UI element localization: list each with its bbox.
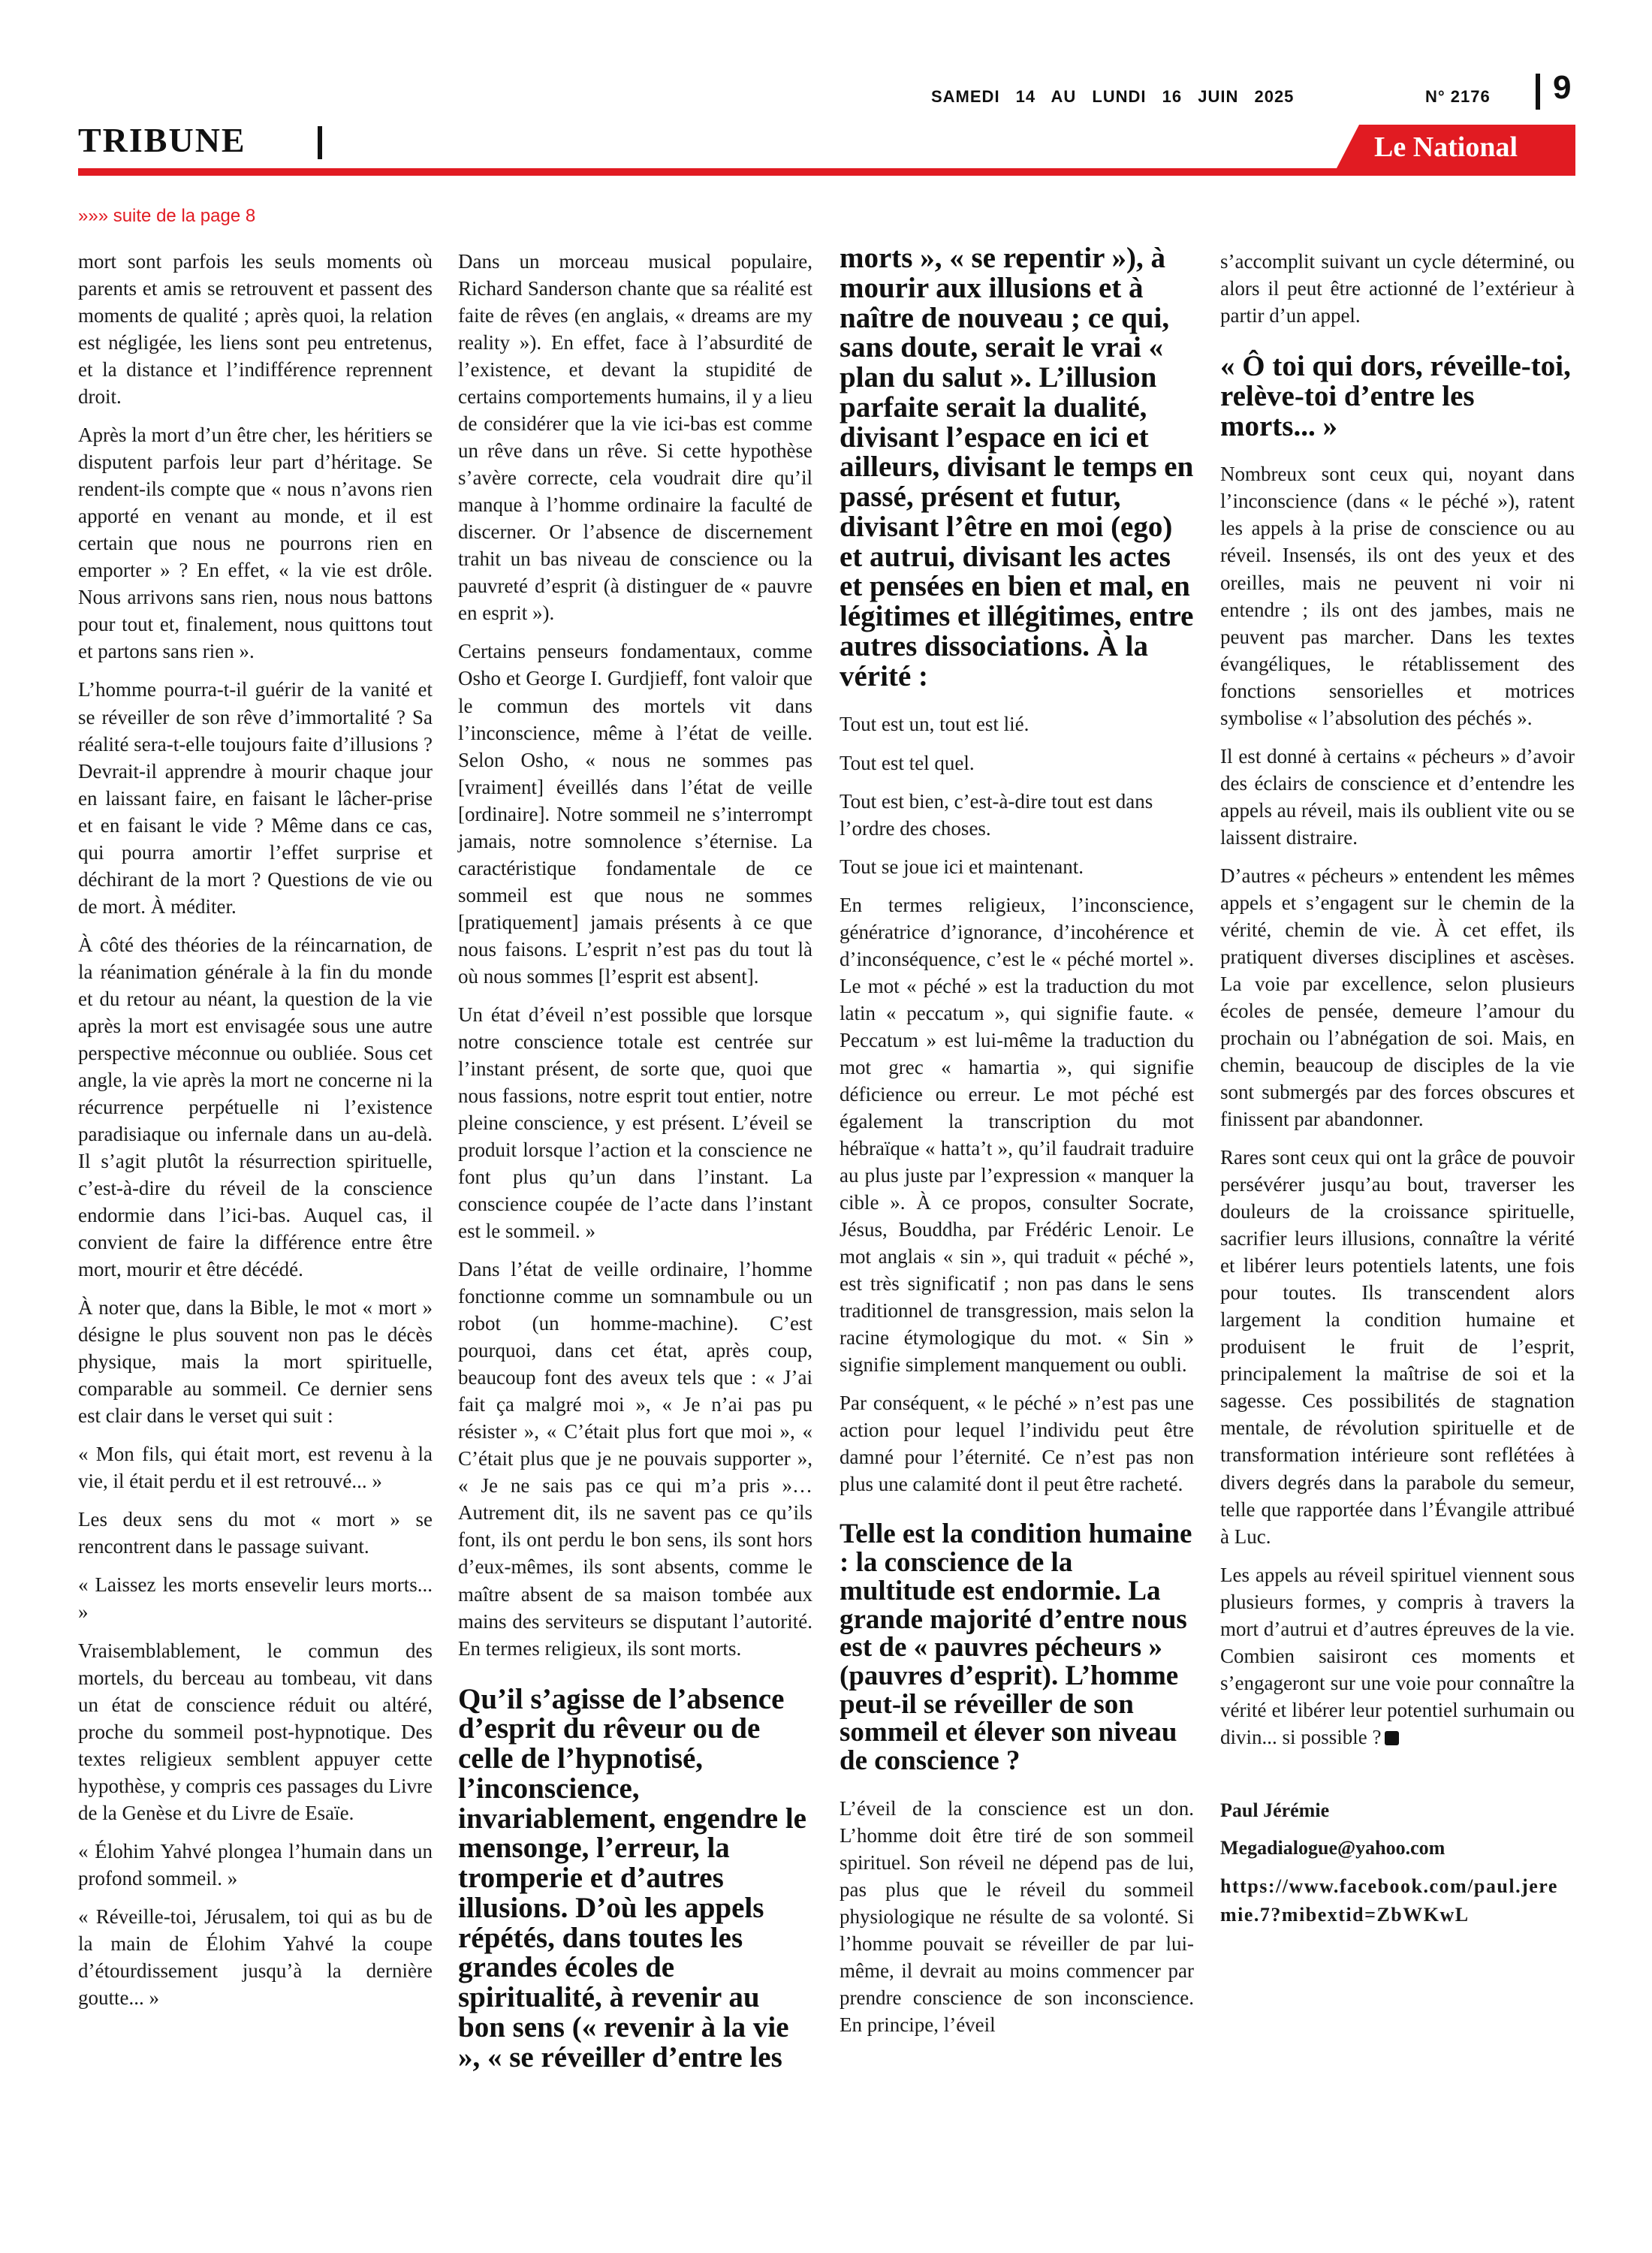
section-title: TRIBUNE [78, 121, 246, 159]
article-column-4 [1220, 248, 1575, 1941]
paragraph: Rares sont ceux qui ont la grâce de pouvoir persévérer jusqu’au bout, traverser les douleurs de la croissance spirituelle, sacrifier leurs illusions, connaître la vérité et libérer leurs potentiels latents, une fois pour toutes. Ils transcendent alors largement la condition humaine et produisent le fruit de l’esprit, principalement la maîtrise de soi et la sagesse. Ces possibilités de stagnation mentale, de révolution spirituelle et de transformation intérieure sont reflétées à divers degrés dans la parabole du semeur, telle que rapportée dans l’Évangile attribué à Luc. [1220, 1146, 1575, 1548]
header-divider [1536, 74, 1540, 110]
continued-from-label: »»» suite de la page 8 [78, 206, 256, 226]
paragraph [1220, 1561, 1575, 1751]
paragraph: D’autres « pécheurs » entendent les mêmes appels et s’engagent sur le chemin de la vérité, chemin de vie. À cet effet, ils pratiquent diverses disciplines et ascèses. La voie par excellence, selon plusieurs écoles de pensée, demeure l’amour du prochain ou l’abnégation de soi. Mais, en chemin, beaucoup de disciples de la vie sont submergés par des forces obscures et finissent par abandonner. [1220, 864, 1575, 1131]
paragraph: Nombreux sont ceux qui, noyant dans l’inconscience (dans « le péché »), ratent les appels à la prise de conscience ou au réveil. Insensés, ils ont des yeux et des oreilles, mais ne peuvent ni voir ni entendre ; ils ont des jambes, mais ne peuvent pas marcher. Dans les textes évangéliques, le rétablissement des fonctions sensorielles et motrices symbolise « l’absolution des péchés ». [1220, 463, 1575, 729]
paragraph: Tout est un, tout est lié. [840, 713, 1029, 736]
paragraph: Tout est bien, c’est-à-dire tout est dans l’ordre des choses. [840, 789, 1153, 840]
paragraph: Un état d’éveil n’est possible que lorsque notre conscience totale est centrée sur l’instant présent, de sorte que, quoi que nous fassions, notre esprit tout entier, notre pleine conscience, y est présent. L’éveil se produit lorsque l’action et la conscience ne font plus qu’un dans l’instant. La conscience coupée de l’acte dans l’instant est le sommeil. » [458, 1003, 812, 1243]
paragraph: L’éveil de la conscience est un don. L’homme doit être tiré de son sommeil spirituel. Son réveil ne dépend pas de lui, pas plus que le réveil du sommeil physiologique ne résulte de sa volonté. Si l’homme pouvait se réveiller de par lui-même, il devrait au moins commencer par prendre conscience de son inconscience. En principe, l’éveil [840, 1796, 1194, 2037]
paragraph: Certains penseurs fondamentaux, comme Osho et George I. Gurdjieff, font valoir que le commun des mortels vit dans l’inconscience, même à l’état de veille. Selon Osho, « nous ne sommes pas [vraiment] éveillés dans l’état de veille [ordinaire]. Notre sommeil ne s’interrompt jamais, notre somnolence s’éternise. La caractéristique fondamentale de ce sommeil est que nous ne sommes [pratiquement] jamais présents à ce que nous faisons. L’esprit n’est pas du tout là où nous sommes [l’esprit est absent]. [458, 640, 812, 988]
article-column-1 [78, 248, 433, 2022]
pull-quote: Telle est la condition humaine : la conscience de la multitude est endormie. La grande majorité d’entre nous est de « pauvres pécheurs » (pauvres d’esprit). L’homme peut-il se réveiller de son sommeil et élever son niveau de conscience ? [840, 1519, 1192, 1777]
header-rule [78, 168, 1575, 176]
quote: « Élohim Yahvé plongea l’humain dans un profond sommeil. » [78, 1839, 433, 1890]
quote: « Réveille-toi, Jérusalem, toi qui as bu de la main de Élohim Yahvé la coupe d’étourdissement jusqu’à la dernière goutte... » [78, 1905, 433, 2009]
paragraph: Dans l’état de veille ordinaire, l’homme fonctionne comme un somnambule ou un robot (un homme-machine). C’est pourquoi, dans cet état, après coup, beaucoup font des aveux tels que : « J’ai fait ça malgré moi », « Je n’ai pas pu résister », « C’était plus fort que moi », « C’était plus que je ne pouvais supporter », « Je ne sais pas ce qui m’a pris »… Autrement dit, ils ne savent pas ce qu’ils font, ils ont perdu le bon sens, ils sont hors d’eux-mêmes, ils sont absents, comme le maître absent de sa maison tombée aux mains des serviteurs se disputant l’autorité. En termes religieux, ils sont morts. [458, 1258, 812, 1660]
pull-quote: Qu’il s’agisse de l’absence d’esprit du rêveur ou de celle de l’hypnotisé, l’inconscience, invariablement, engendre le mensonge, l’erreur, la tromperie et d’autres illusions. D’où les appels répétés, dans toutes les grandes écoles de spiritualité, à revenir au bon sens (« revenir à la vie », « se réveiller d’entre les [458, 1682, 806, 2074]
article-column-3 [840, 242, 1194, 2049]
pull-quote: morts », « se repentir »), à mourir aux illusions et à naître de nouveau ; ce qui, sans doute, serait le vrai « plan du salut ». L’illusion parfaite serait la dualité, divisant l’espace en ici et ailleurs, divisant le temps en passé, présent et futur, divisant l’être en moi (ego) et autrui, divisant les actes et pensées en bien et mal, en légitimes et illégitimes, entre autres dissociations. À la vérité : [840, 242, 1194, 692]
paragraph: mort sont parfois les seuls moments où parents et amis se retrouvent et passent des moments de qualité ; après quoi, la relation est négligée, les liens sont peu entretenus, et la distance et l’indifférence reprennent droit. [78, 250, 433, 409]
page-number: 9 [1553, 69, 1572, 106]
paragraph: L’homme pourra-t-il guérir de la vanité et se réveiller de son rêve d’immortalité ? Sa réalité sera-t-elle toujours faite d’illusions ? Devrait-il apprendre à mourir chaque jour en laissant faire, en faisant le lâcher-prise et en faisant le vide ? Même dans ce cas, qui pourra amortir l’effet surprise et déchirant de la mort ? Questions de vie ou de mort. À méditer. [78, 678, 433, 918]
paragraph: À côté des théories de la réincarnation, de la réanimation générale à la fin du monde et du retour au néant, la question de la vie après la mort est envisagée sous une autre perspective méconnue ou oubliée. Sous cet angle, la vie après la mort ne concerne ni la récurrence perpétuelle ni l’existence paradisiaque ou infernale dans un au-delà. Il s’agit plutôt la résurrection spirituelle, c’est-à-dire du réveil de la conscience endormie dans l’ici-bas. Auquel cas, il convient de faire la différence entre être mort, mourir et être décédé. [78, 933, 433, 1281]
issue-date: SAMEDI 14 AU LUNDI 16 JUIN 2025 [931, 87, 1295, 106]
quote: « Laissez les morts ensevelir leurs morts... » [78, 1573, 433, 1624]
issue-number: N° 2176 [1425, 87, 1491, 106]
paragraph: Il est donné à certains « pécheurs » d’avoir des éclairs de conscience et d’entendre les appels au réveil, mais ils oublient vite ou se laissent distraire. [1220, 744, 1575, 849]
section-divider [318, 126, 322, 159]
paragraph: Tout se joue ici et maintenant. [840, 855, 1084, 878]
paragraph: s’accomplit suivant un cycle déterminé, ou alors il peut être actionné de l’extérieur à partir d’un appel. [1220, 250, 1575, 327]
article-column-2 [458, 248, 812, 2092]
end-of-article-icon [1385, 1731, 1399, 1745]
pull-quote: « Ô toi qui dors, réveille-toi, relève-toi d’entre les morts... » [1220, 350, 1571, 442]
paragraph: Les deux sens du mot « mort » se rencontrent dans le passage suivant. [78, 1508, 433, 1558]
paragraph: En termes religieux, l’inconscience, génératrice d’ignorance, d’incohérence et d’inconséquence, c’est le « péché mortel ». Le mot « péché » est la traduction du mot latin « peccatum », qui signifie faute. « Peccatum » est lui-même la traduction du mot grec « hamartia », qui signifie déficience ou erreur. Le mot péché est également la transcription du mot hébraïque « hatta’t », qu’il faudrait traduire au plus juste par l’expression « manquer la cible ». À ce propos, consulter Socrate, Jésus, Bouddha, par Frédéric Lenoir. Le mot anglais « sin », qui traduit « péché », est très significatif ; non pas dans le sens traditionnel de transgression, mais selon la racine étymologique du mot. « Sin » signifie simplement manquement ou oubli. [840, 893, 1194, 1377]
author-name: Paul Jérémie [1220, 1799, 1330, 1821]
paragraph: Vraisemblablement, le commun des mortels, du berceau au tombeau, vit dans un état de conscience réduit ou altéré, proche du sommeil post-hypnotique. Des textes religieux semblent appuyer cette hypothèse, y compris ces passages du Livre de la Genèse et du Livre de Esaïe. [78, 1639, 433, 1824]
newspaper-name: Le National [1374, 131, 1518, 163]
author-email[interactable]: Megadialogue@yahoo.com [1220, 1836, 1446, 1859]
paragraph: Dans un morceau musical populaire, Richard Sanderson chante que sa réalité est faite de rêves (en anglais, « dreams are my reality »). En effet, face à l’absurdité de l’existence, et devant la stupidité de certains comportements humains, il y a lieu de considérer que la vie ici-bas est comme un rêve dans un rêve. Si cette hypothèse s’avère correcte, cela voudrait dire qu’il manque à l’homme ordinaire la faculté de discerner. Or l’absence de discernement trahit un bas niveau de conscience ou la pauvreté d’esprit (à distinguer de « pauvre en esprit »). [458, 250, 812, 625]
paragraph: Par conséquent, « le péché » n’est pas une action pour lequel l’individu peut être damné pour l’éternité. Ce n’est pas non plus une calamité dont il peut être racheté. [840, 1392, 1194, 1496]
paragraph: Tout est tel quel. [840, 751, 975, 774]
paragraph-text: Les appels au réveil spirituel viennent sous plusieurs formes, y compris à travers la mort d’autrui et d’autres épreuves de la vie. Combien saisiront ces moments et s’engageront sur une voie pour connaître la vérité et libérer leur potentiel surhumain ou divin... si possible ? [1220, 1563, 1575, 1748]
quote: « Mon fils, qui était mort, est revenu à la vie, il était perdu et il est retrouvé... » [78, 1443, 433, 1493]
paragraph: Après la mort d’un être cher, les héritiers se disputent parfois leur part d’héritage. Se rendent-ils compte que « nous n’avons rien apporté en venant au monde, et il est certain que nous ne pourrons rien en emporter » ? En effet, « la vie est drôle. Nous arrivons sans rien, nous nous battons pour tout et, finalement, nous quittons tout et partons sans rien ». [78, 424, 433, 663]
paragraph: À noter que, dans la Bible, le mot « mort » désigne le plus souvent non pas le décès physique, mais la mort spirituelle, comparable au sommeil. Ce dernier sens est clair dans le verset qui suit : [78, 1296, 433, 1428]
author-facebook-link[interactable]: https://www.facebook.com/paul.jeremie.7?mibextid=ZbWKwL [1220, 1875, 1558, 1926]
